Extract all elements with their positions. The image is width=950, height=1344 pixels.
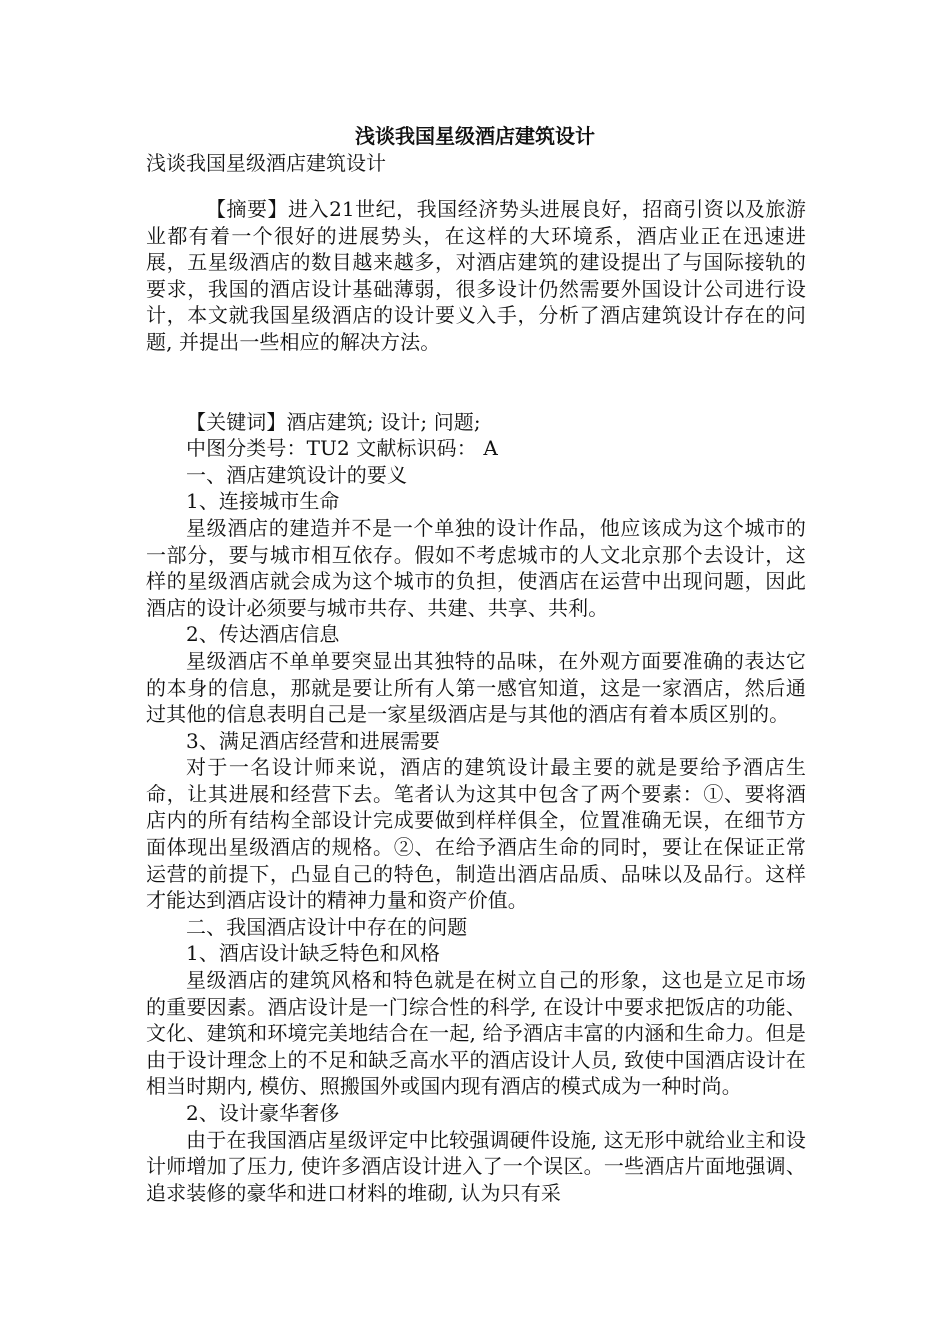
section-heading-1: 一、酒店建筑设计的要义 (186, 462, 408, 487)
subsection-heading-1-2: 2、传达酒店信息 (186, 622, 340, 647)
paragraph-1-2: 星级酒店不单单要突显出其独特的品味，在外观方面要准确的表达它的本身的信息，那就是要让所有人第一感官知道，这是一家酒店，然后通过其他的信息表明自己是一家星级酒店是与其他的酒店有着本质区别的。 (146, 648, 806, 727)
subsection-heading-2-1: 1、酒店设计缺乏特色和风格 (186, 941, 441, 966)
keywords-line: 【关键词】酒店建筑; 设计; 问题; (186, 409, 481, 434)
document-body (146, 196, 806, 1206)
paragraph-1-1: 星级酒店的建造并不是一个单独的设计作品，他应该成为这个城市的一部分，要与城市相互依存。假如不考虑城市的人文北京那个去设计，这样的星级酒店就会成为这个城市的负担，使酒店在运营中出现问题，因此酒店的设计必须要与城市共存、共建、共享、共利。 (146, 515, 806, 620)
section-heading-2: 二、我国酒店设计中存在的问题 (186, 914, 468, 939)
document-subtitle: 浅谈我国星级酒店建筑设计 (146, 151, 386, 175)
paragraph-2-2: 由于在我国酒店星级评定中比较强调硬件设施, 这无形中就给业主和设计师增加了压力, 使许多酒店设计进入了一个误区。一些酒店片面地强调、追求装修的豪华和进口材料的堆砌, 认为只有采 (146, 1127, 806, 1205)
abstract-paragraph: 【摘要】进入21世纪，我国经济势头进展良好，招商引资以及旅游业都有着一个很好的进展势头，在这样的大环境系，酒店业正在迅速进展，五星级酒店的数目越来越多，对酒店建筑的建设提出了与国际接轨的要求，我国的酒店设计基础薄弱，很多设计仍然需要外国设计公司进行设计，本文就我国星级酒店的设计要义入手，分析了酒店建筑设计存在的问题, 并提出一些相应的解决方法。 (146, 197, 806, 354)
paragraph-1-3: 对于一名设计师来说，酒店的建筑设计最主要的就是要给予酒店生命，让其进展和经营下去。笔者认为这其中包含了两个要素：①、要将酒店内的所有结构全部设计完成要做到样样俱全，位置准确无误，在细节方面体现出星级酒店的规格。②、在给予酒店生命的同时，要让在保证正常运营的前提下，凸显自己的特色，制造出酒店品质、品味以及品行。这样才能达到酒店设计的精神力量和资产价值。 (146, 755, 806, 913)
document-title: 浅谈我国星级酒店建筑设计 (355, 124, 595, 148)
subsection-heading-2-2: 2、设计豪华奢侈 (186, 1101, 340, 1125)
paragraph-2-1: 星级酒店的建筑风格和特色就是在树立自己的形象，这也是立足市场的重要因素。酒店设计是一门综合性的科学, 在设计中要求把饭店的功能、文化、建筑和环境完美地结合在一起, 给予酒店丰富的内涵和生命力。但是由于设计理念上的不足和缺乏高水平的酒店设计人员, 致使中国酒店设计在相当时期内, 模仿、照搬国外或国内现有酒店的模式成为一种时尚。 (146, 968, 806, 1099)
subsection-heading-1-1: 1、连接城市生命 (186, 489, 340, 514)
spacer (146, 356, 806, 409)
classification-line: 中图分类号：TU2 文献标识码： A (186, 436, 498, 461)
subsection-heading-1-3: 3、满足酒店经营和进展需要 (186, 728, 441, 753)
